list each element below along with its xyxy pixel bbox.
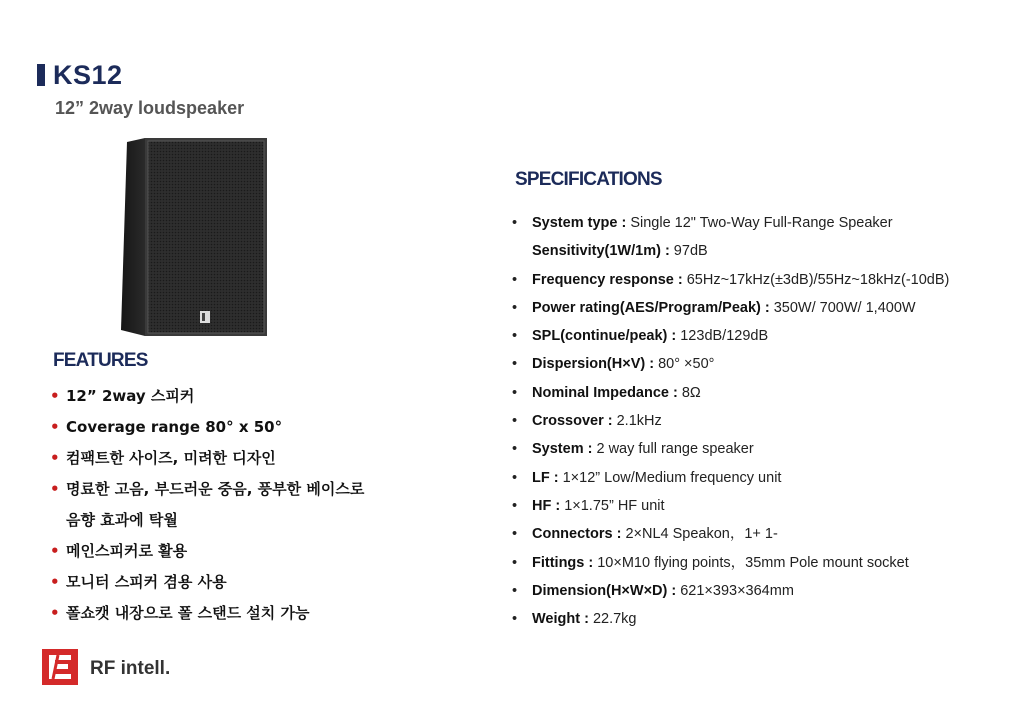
feature-item: • 메인스피커로 활용	[50, 539, 364, 570]
spec-item	[512, 296, 949, 324]
spec-item	[512, 211, 949, 239]
spec-key: SPL(continue/peak) :	[532, 328, 677, 345]
spec-value: 10×M10 flying points，35mm Pole mount socket	[593, 554, 909, 571]
spec-value: 2×NL4 Speakon，1+ 1-	[621, 526, 778, 543]
spec-value: 621×393×364mm	[676, 582, 794, 599]
spec-key: Nominal Impedance :	[532, 384, 678, 401]
feature-item-continuation: 음향 효과에 탁월	[66, 511, 178, 529]
spec-value: 2 way full range speaker	[592, 441, 754, 458]
brand-name: RF intell.	[90, 658, 171, 679]
spec-value: 1×1.75” HF unit	[560, 497, 665, 514]
feature-item: • 컴팩트한 사이즈, 미려한 디자인	[50, 446, 364, 477]
spec-item	[512, 352, 949, 380]
spec-item	[512, 409, 949, 437]
spec-item	[512, 466, 949, 494]
spec-key: Dimension(H×W×D) :	[532, 582, 677, 599]
spec-item	[512, 551, 949, 579]
speaker-image	[117, 138, 269, 336]
feature-item: • 폴쇼캣 내장으로 폴 스탠드 설치 가능	[50, 601, 364, 632]
spec-item	[512, 579, 949, 607]
page-subtitle: 12” 2way loudspeaker	[55, 98, 245, 118]
feature-item: • Coverage range 80° x 50°	[50, 415, 364, 446]
spec-item	[512, 239, 949, 267]
spec-key: Sensitivity(1W/1m) :	[532, 243, 670, 260]
spec-item	[512, 381, 949, 409]
spec-key: LF :	[532, 469, 559, 486]
spec-value: 1×12” Low/Medium frequency unit	[558, 469, 782, 486]
title-accent-bar	[37, 64, 45, 86]
features-heading: FEATURES	[53, 350, 148, 371]
spec-value: 350W/ 700W/ 1,400W	[769, 299, 916, 316]
feature-item: • 모니터 스피커 겸용 사용	[50, 570, 364, 601]
spec-value: 123dB/129dB	[676, 328, 769, 345]
spec-key: Connectors :	[532, 526, 622, 543]
spec-item	[512, 268, 949, 296]
spec-value: 8Ω	[677, 384, 701, 401]
features-list	[50, 384, 364, 632]
spec-key: Power rating(AES/Program/Peak) :	[532, 299, 770, 316]
spec-key: System :	[532, 441, 593, 458]
spec-key: Frequency response :	[532, 271, 683, 288]
spec-key: Fittings :	[532, 554, 594, 571]
specifications-list	[512, 211, 949, 635]
page-title: KS12	[53, 60, 123, 90]
specifications-heading: SPECIFICATIONS	[515, 169, 662, 190]
spec-key: Dispersion(H×V) :	[532, 356, 655, 373]
feature-item: • 명료한 고음, 부드러운 중음, 풍부한 베이스로	[50, 477, 364, 508]
spec-item	[512, 437, 949, 465]
spec-value: 97dB	[669, 243, 708, 260]
spec-value: Single 12" Two-Way Full-Range Speaker	[626, 215, 893, 231]
spec-key: Weight :	[532, 611, 589, 628]
spec-item	[512, 522, 949, 550]
spec-item	[512, 494, 949, 522]
brand-logo-icon	[42, 649, 78, 685]
spec-item	[512, 324, 949, 352]
spec-value: 22.7kg	[588, 611, 637, 628]
spec-value: 65Hz~17kHz(±3dB)/55Hz~18kHz(-10dB)	[682, 271, 950, 288]
spec-value: 2.1kHz	[612, 413, 662, 430]
spec-item	[512, 607, 949, 635]
spec-key: System type :	[532, 215, 627, 231]
spec-value: 80° ×50°	[654, 356, 715, 373]
spec-key: Crossover :	[532, 413, 613, 430]
feature-item: • 12” 2way 스피커	[50, 384, 364, 415]
spec-key: HF :	[532, 497, 561, 514]
